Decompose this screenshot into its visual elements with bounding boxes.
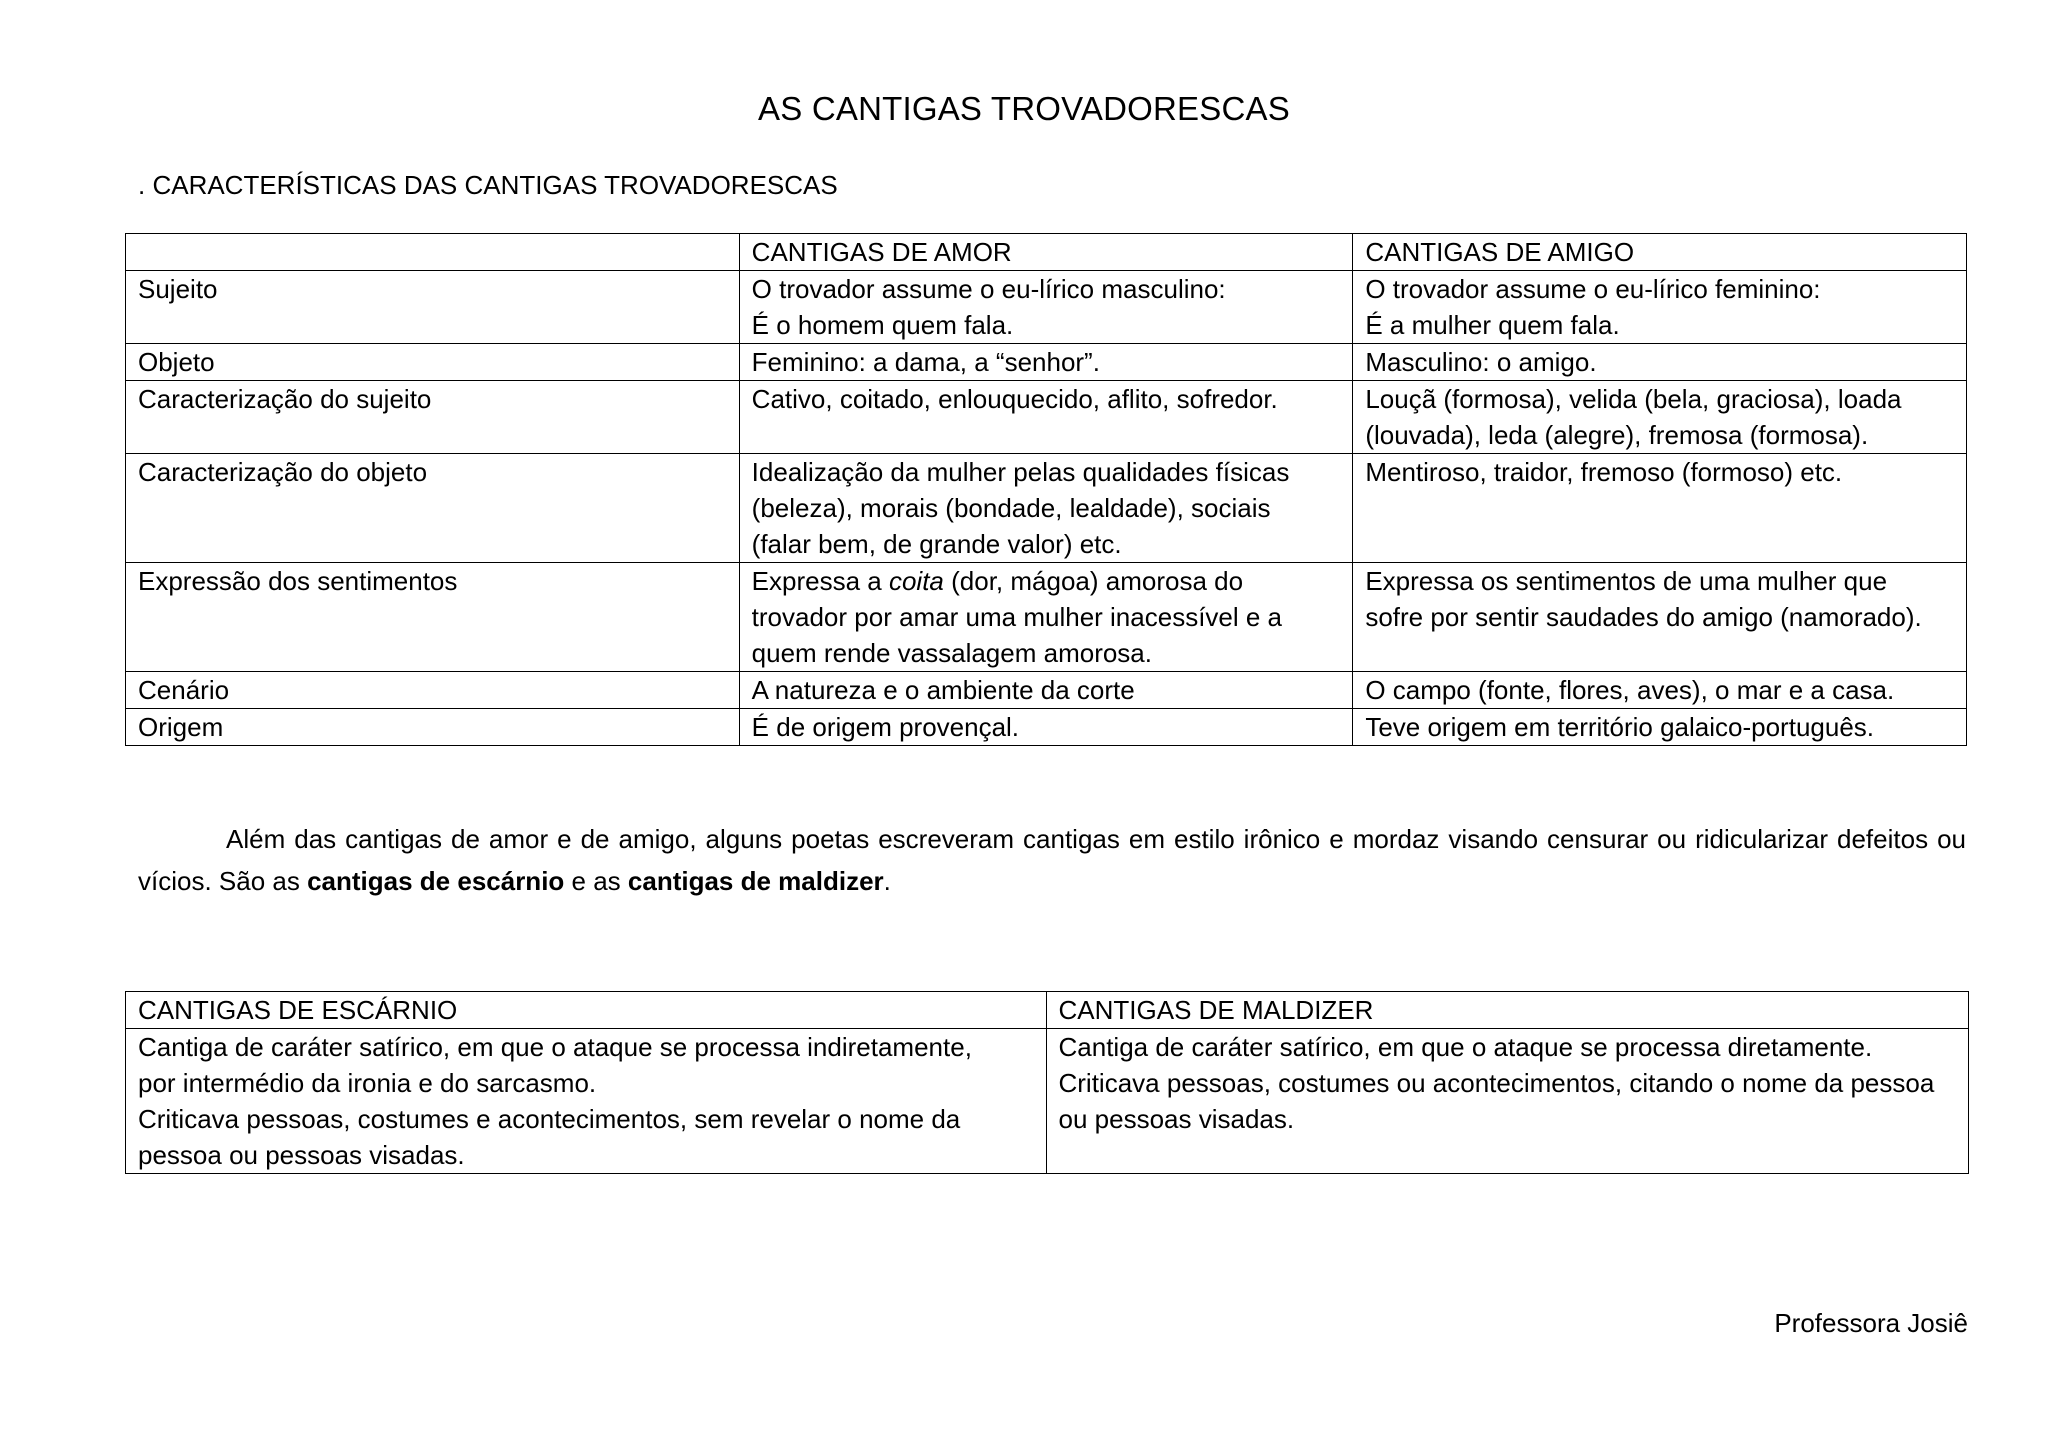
row-label: Cenário (126, 672, 740, 709)
header-cell-escarnio: CANTIGAS DE ESCÁRNIO (126, 992, 1047, 1029)
table-row (126, 672, 1967, 709)
header-cell-amigo: CANTIGAS DE AMIGO (1353, 234, 1967, 271)
author-signature: Professora Josiê (1774, 1308, 1968, 1338)
cell-amor: Idealização da mulher pelas qualidades físicas (beleza), morais (bondade, lealdade), sociais (falar bem, de grande valor) etc. (739, 454, 1353, 563)
intro-paragraph: Além das cantigas de amor e de amigo, alguns poetas escreveram cantigas em estilo irônico e mordaz visando censurar ou ridicularizar defeitos ou vícios. São as cantigas de escárnio e as cantigas de maldizer. (138, 824, 1966, 896)
row-label: Caracterização do objeto (126, 454, 740, 563)
cell-amor: Cativo, coitado, enlouquecido, aflito, sofredor. (739, 381, 1353, 454)
table-header-row (126, 992, 1969, 1029)
row-label: Objeto (126, 344, 740, 381)
row-label: Caracterização do sujeito (126, 381, 740, 454)
header-cell-amor: CANTIGAS DE AMOR (739, 234, 1353, 271)
bold-term-escarnio: cantigas de escárnio (307, 866, 565, 896)
row-label: Expressão dos sentimentos (126, 563, 740, 672)
cell-amigo: O trovador assume o eu-lírico feminino: É a mulher quem fala. (1353, 271, 1967, 344)
cell-amigo: Teve origem em território galaico-português. (1353, 709, 1967, 746)
cell-amor: Feminino: a dama, a “senhor”. (739, 344, 1353, 381)
cell-amigo: Louçã (formosa), velida (bela, graciosa), loada (louvada), leda (alegre), fremosa (formosa). (1353, 381, 1967, 454)
comparison-table-escarnio-maldizer (125, 991, 1969, 1174)
table-row (126, 709, 1967, 746)
table-row (126, 1029, 1969, 1174)
table-row (126, 381, 1967, 454)
cell-escarnio: Cantiga de caráter satírico, em que o ataque se processa indiretamente, por intermédio da ironia e do sarcasmo. Criticava pessoas, costumes e acontecimentos, sem revelar o nome da pessoa ou pessoas visadas. (126, 1029, 1047, 1174)
cell-amigo: Masculino: o amigo. (1353, 344, 1967, 381)
header-cell-maldizer: CANTIGAS DE MALDIZER (1046, 992, 1969, 1029)
cell-maldizer: Cantiga de caráter satírico, em que o ataque se processa diretamente. Criticava pessoas, costumes ou acontecimentos, citando o nome da pessoa ou pessoas visadas. (1046, 1029, 1969, 1174)
table-row (126, 563, 1967, 672)
comparison-table-amor-amigo (125, 233, 1967, 746)
cell-amigo: Mentiroso, traidor, fremoso (formoso) etc. (1353, 454, 1967, 563)
table-row (126, 271, 1967, 344)
row-label: Sujeito (126, 271, 740, 344)
table-header-row (126, 234, 1967, 271)
table-row (126, 344, 1967, 381)
page-title: AS CANTIGAS TROVADORESCAS (758, 90, 1290, 127)
cell-amor: O trovador assume o eu-lírico masculino: É o homem quem fala. (739, 271, 1353, 344)
cell-amigo: O campo (fonte, flores, aves), o mar e a casa. (1353, 672, 1967, 709)
section-subtitle: . CARACTERÍSTICAS DAS CANTIGAS TROVADORESCAS (138, 170, 838, 200)
italic-term: coita (888, 566, 944, 596)
bold-term-maldizer: cantigas de maldizer (627, 866, 884, 896)
row-label: Origem (126, 709, 740, 746)
cell-amor: A natureza e o ambiente da corte (739, 672, 1353, 709)
cell-amor: É de origem provençal. (739, 709, 1353, 746)
cell-amor: Expressa a coita (dor, mágoa) amorosa do trovador por amar uma mulher inacessível e a quem rende vassalagem amorosa. (739, 563, 1353, 672)
table-row (126, 454, 1967, 563)
cell-amigo: Expressa os sentimentos de uma mulher que sofre por sentir saudades do amigo (namorado). (1353, 563, 1967, 672)
header-cell-empty (126, 234, 740, 271)
